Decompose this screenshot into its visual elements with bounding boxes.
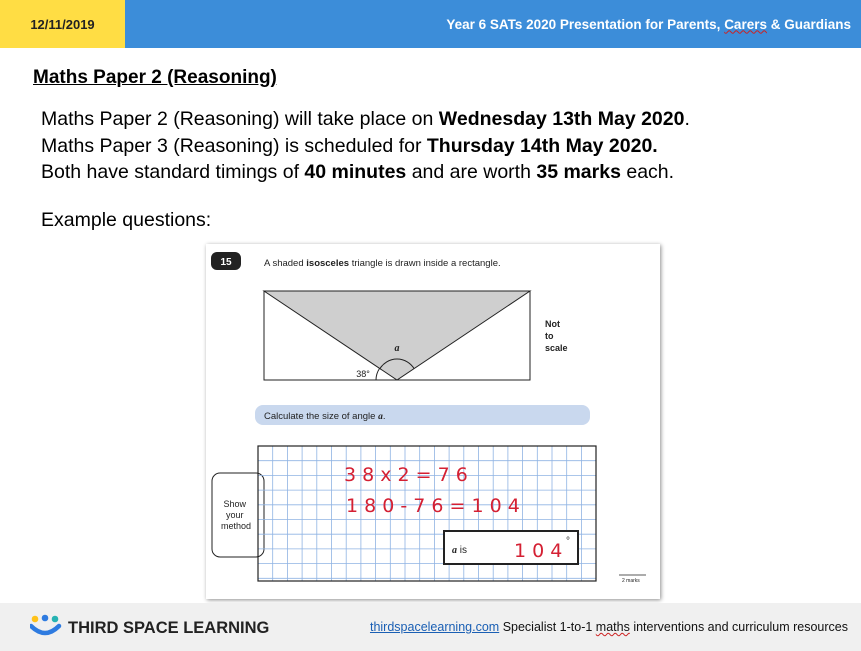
not-to-scale-note: Not to scale [545,319,568,353]
logo-dot-blue [42,615,49,622]
body-line-3: Both have standard timings of 40 minutes and are worth 35 marks each. [41,161,675,183]
slide-header [0,0,861,48]
example-question-image [206,244,660,599]
angle-a-label: a [394,343,400,354]
logo-smile-icon [31,626,59,633]
date-badge [0,0,125,48]
answer-value: 1 0 4 [514,540,563,562]
logo-wordmark: THIRD SPACE LEARNING [68,619,270,637]
instruction-text: Calculate the size of angle a. [264,411,386,422]
question-text: A shaded isosceles triangle is drawn inside a rectangle. [264,258,501,269]
logo-dot-teal [52,616,59,623]
example-label: Example questions: [41,209,212,231]
angle-38-label: 38° [356,369,370,379]
logo-dot-yellow [32,616,39,623]
question-number: 15 [220,257,232,268]
slide-body [41,106,690,186]
footer-tagline: thirdspacelearning.com Specialist 1-to-1 maths interventions and curriculum resources [369,620,848,634]
body-line-2: Maths Paper 3 (Reasoning) is scheduled for Thursday 14th May 2020. [41,134,658,157]
working-line-2: 1 8 0 - 7 6 = 1 0 4 [346,495,520,517]
presentation-title: Year 6 SATs 2020 Presentation for Parents, Carers & Guardians [446,16,851,32]
show-method-label: Show your method [220,499,252,531]
answer-label: a is [452,545,467,556]
third-space-learning-logo [30,612,290,642]
working-line-1: 3 8 x 2 = 7 6 [344,464,468,486]
degree-symbol: ° [566,536,570,547]
slide-heading: Maths Paper 2 (Reasoning) [33,67,277,88]
marks-label: 2 marks [622,578,640,584]
footer-website-link[interactable]: thirdspacelearning.com [369,620,500,634]
presentation-title-bar [125,0,861,48]
date-text: 12/11/2019 [30,16,95,32]
question-figure [206,244,660,599]
body-line-1: Maths Paper 2 (Reasoning) will take place on Wednesday 13th May 2020. [41,108,690,130]
